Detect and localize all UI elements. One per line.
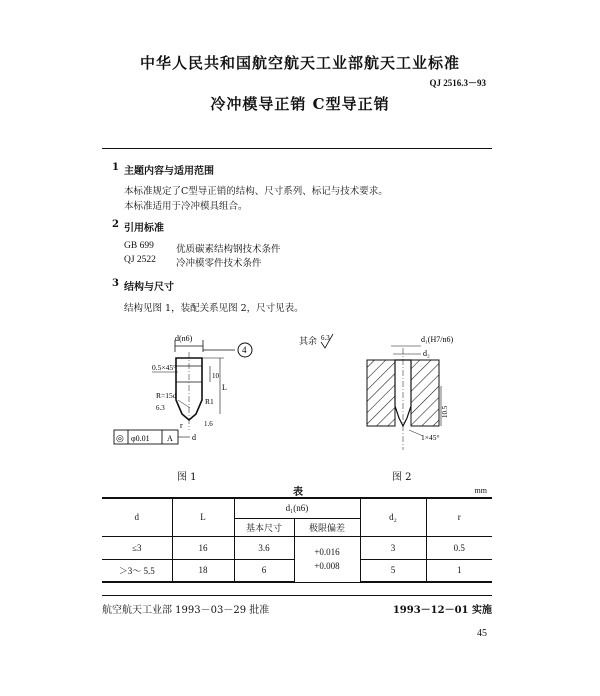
table-unit: mm	[474, 486, 487, 495]
section-3-title: 结构与尺寸	[124, 282, 174, 293]
fig2-d1-label: d₁(H7/n6)	[421, 335, 454, 344]
reference-code-1: GB 699	[124, 241, 154, 251]
dimension-table	[102, 497, 492, 583]
table-row	[102, 536, 492, 559]
section-1-paragraph-1: 本标准规定了C型导正销的结构、尺寸系列、标记与技术要求。	[124, 186, 388, 197]
cell-r: 0.5	[426, 536, 492, 559]
header-d2: d₂	[360, 498, 426, 536]
page-number: 45	[477, 628, 487, 639]
tolerance-lower: +0.008	[314, 561, 340, 571]
fig1-d-label: d	[192, 433, 196, 442]
section-2-title: 引用标准	[124, 223, 164, 234]
effective-date: 1993－12－01 实施	[392, 605, 492, 616]
header-r: r	[426, 498, 492, 536]
cell-L: 18	[172, 559, 234, 582]
reference-name-1: 优质碳素结构钢技术条件	[176, 244, 281, 255]
section-2-number: 2	[112, 219, 119, 230]
fig1-finish-left: 6.3	[156, 404, 165, 412]
section-3-number: 3	[112, 278, 119, 289]
cell-d: ＞3～ 5.5	[102, 559, 172, 582]
header-d1-basic: 基本尺寸	[234, 518, 294, 536]
cell-r: 1	[426, 559, 492, 582]
section-3-paragraph: 结构见图 1，装配关系见图 2，尺寸见表。	[124, 303, 304, 314]
fig1-balloon: 4	[242, 345, 247, 355]
fig2-chamfer-label: 1×45°	[421, 433, 440, 442]
section-1-paragraph-2: 本标准适用于冷冲模具组合。	[124, 201, 248, 212]
header-L: L	[172, 498, 234, 536]
header-divider	[102, 148, 492, 149]
cell-d: ≤3	[102, 536, 172, 559]
reference-code-2: QJ 2522	[124, 255, 156, 265]
section-1-number: 1	[112, 162, 119, 173]
fig1-length-label: L	[222, 383, 227, 392]
reference-name-2: 冷冲模零件技术条件	[176, 258, 262, 269]
fig1-d-fit-label: d(n6)	[175, 334, 193, 343]
fig2-finish-value: 6.3	[321, 334, 330, 342]
figure-1-drawing	[100, 330, 280, 450]
issuing-organization: 中华人民共和国航空航天工业部航天工业标准	[139, 54, 460, 72]
figure-2-caption: 图 2	[392, 472, 412, 483]
cell-d1-basic: 3.6	[234, 536, 294, 559]
fig2-d2-label: d₂	[423, 349, 430, 358]
tolerance-upper: +0.016	[314, 547, 340, 557]
cell-d2: 3	[360, 536, 426, 559]
standard-code: QJ 2516.3－93	[429, 78, 486, 88]
fig1-r15-label: R=15d	[156, 391, 177, 400]
header-d: d	[102, 498, 172, 536]
header-d1-tolerance: 极限偏差	[294, 518, 360, 536]
figure-2-drawing	[295, 326, 465, 452]
fig1-chamfer-label: 0.5×45°	[152, 363, 177, 372]
table-caption: 表	[293, 487, 303, 498]
document-title: 冷冲模导正销 C型导正销	[210, 95, 390, 113]
fig2-dim-vertical: 10.5	[441, 405, 449, 418]
fig1-r-label: R1	[205, 397, 214, 406]
fig1-datum-label: A	[167, 434, 173, 443]
cell-d2: 5	[360, 559, 426, 582]
header-d1-group: d₁(n6)	[234, 498, 360, 518]
cell-L: 16	[172, 536, 234, 559]
cell-d1-basic: 6	[234, 559, 294, 582]
footer-divider	[102, 595, 492, 596]
fig2-finish-note: 其余	[299, 336, 318, 346]
cell-d1-tolerance	[294, 536, 360, 582]
fig1-angle-label: r	[180, 421, 183, 430]
section-1-title: 主题内容与适用范围	[124, 166, 214, 177]
fig1-tolerance-symbol: ◎	[116, 433, 124, 443]
fig1-tolerance-value: φ0.01	[131, 434, 150, 443]
fig1-dim-10: 10	[212, 372, 219, 380]
fig1-finish-right: 1.6	[204, 420, 213, 428]
figure-1-caption: 图 1	[177, 472, 197, 483]
approval-line: 航空航天工业部 1993－03－29 批准	[102, 605, 270, 616]
